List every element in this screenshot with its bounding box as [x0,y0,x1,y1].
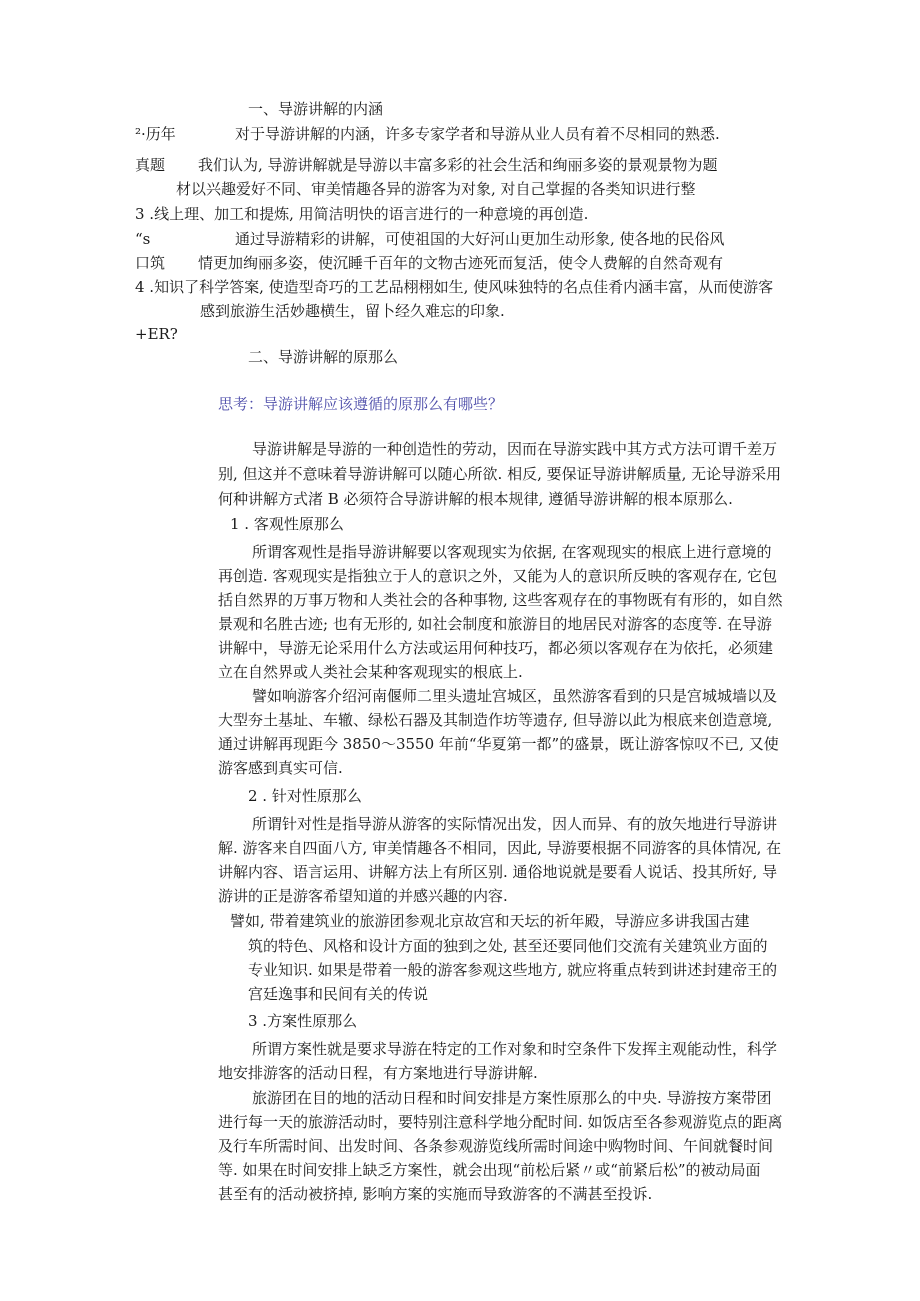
paragraph-line: 所谓针对性是指导游从游客的实际情况出发，因人而异、有的放矢地进行导游讲 [252,815,778,833]
paragraph-line: 进行每一天的旅游活动时，要特别注意科学地分配时间. 如饭店至各参观游览点的距离 [218,1113,783,1131]
section1-line-8: 感到旅游生活妙趣横生，留卜经久难忘的印象. [200,302,505,320]
paragraph-line: 譬如, 带着建筑业的旅游团参观北京故宫和天坛的祈年殿，导游应多讲我国古建 [230,912,750,930]
margin-note-2: 真题 [135,156,166,174]
principle-2-heading: 2 . 针对性原那么 [248,787,362,805]
section1-line-4: 3 .线上理、加工和提炼, 用简洁明快的语言进行的一种意境的再创造. [135,205,589,223]
paragraph-line: 等. 如果在时间安排上缺乏方案性，就会出现“前松后紧〃或“前紧后松”的被动局面 [218,1161,761,1179]
paragraph-line: 及行车所需时间、出发时间、各条参观游览线所需时间途中购物时间、午间就餐时间 [218,1137,774,1155]
intro-line: 别, 但这并不意味着导游讲解可以随心所欲. 相反, 要保证导游讲解质量, 无论导游采用 [218,465,782,483]
margin-note-1: ²·历年 [135,125,176,143]
principle-3-heading: 3 .方案性原那么 [248,1012,358,1030]
paragraph-line: 地安排游客的活动日程，有方案地进行导游讲解. [218,1064,538,1082]
paragraph-line: 游客感到真实可信. [218,759,343,777]
section1-line-1: 对于导游讲解的内涵，许多专家学者和导游从业人员有着不尽相同的熟悉. [235,125,720,143]
paragraph-line: 宫廷逸事和民间有关的传说 [248,985,429,1003]
paragraph-line: 专业知识. 如果是带着一般的游客参观这些地方, 就应将重点转到讲述封建帝王的 [248,961,778,979]
principle-1-heading: 1 . 客观性原那么 [230,515,344,533]
paragraph-line: 解. 游客来自四面八方, 审美情趣各不相同，因此, 导游要根据不同游客的具体情况, 在 [218,839,782,857]
paragraph-line: 讲解内容、语言运用、讲解方法上有所区别. 通俗地说就是要看人说话、投其所好, 导 [218,863,778,881]
section2-heading: 二、导游讲解的原那么 [248,348,399,366]
margin-note-4: 口筑 [135,254,166,272]
paragraph-line: 所谓方案性就是要求导游在特定的工作对象和时空条件下发挥主观能动性，科学 [252,1040,778,1058]
paragraph-line: 景观和名胜古迹; 也有无形的, 如社会制度和旅游目的地居民对游客的态度等. 在导游 [218,615,772,633]
paragraph-line: 譬如响游客介绍河南偃师二里头遗址宫城区，虽然游客看到的只是宫城城墙以及 [252,687,778,705]
think-question: 思考：导游讲解应该遵循的原那么有哪些？ [218,395,504,413]
paragraph-line: 筑的特色、风格和设计方面的独到之处, 甚至还要同他们交流有关建筑业方面的 [248,937,768,955]
section1-line-2: 我们认为, 导游讲解就是导游以丰富多彩的社会生活和绚丽多姿的景观景物为题 [198,156,718,174]
margin-note-3: “s [135,230,151,248]
paragraph-line: 再创造. 客观现实是指独立于人的意识之外，又能为人的意识所反映的客观存在, 它包 [218,567,778,585]
section1-line-7: 4 .知识了科学答案, 使造型奇巧的工艺品栩栩如生, 使风味独特的名点佳肴内涵丰富，从而使游客 [135,278,774,296]
paragraph-line: 所谓客观性是指导游讲解要以客观现实为依据, 在客观现实的根底上进行意境的 [252,543,772,561]
paragraph-line: 旅游团在目的地的活动日程和时间安排是方案性原那么的中央. 导游按方案带团 [252,1089,772,1107]
section1-heading: 一、导游讲解的内涵 [248,100,384,118]
paragraph-line: 通过讲解再现距今 3850～3550 年前“华夏第一都”的盛景，既让游客惊叹不已, 又使 [218,735,779,753]
paragraph-line: 大型夯土基址、车辙、绿松石器及其制造作坊等遗存, 但导游以此为根底来创造意境, [218,711,773,729]
paragraph-line: 讲解中，导游无论采用什么方法或运用何种技巧，都必须以客观存在为依托，必须建 [218,639,774,657]
section1-line-5: 通过导游精彩的讲解，可使祖国的大好河山更加生动形象, 使各地的民俗风 [235,230,725,248]
paragraph-line: 甚至有的活动被挤掉, 影响方案的实施而导致游客的不满甚至投诉. [218,1185,653,1203]
intro-line: 导游讲解是导游的一种创造性的劳动，因而在导游实践中其方式方法可谓千差万 [252,440,778,458]
paragraph-line: 游讲的正是游客希望知道的并感兴趣的内容. [218,887,508,905]
intro-line: 何种讲解方式渚 B 必须符合导游讲解的根本规律, 遵循导游讲解的根本原那么. [218,490,733,508]
section1-line-6: 情更加绚丽多姿，使沉睡千百年的文物古迹死而复活，使令人费解的自然奇观有 [198,254,724,272]
section1-line-3: 材以兴趣爱好不同、审美情趣各异的游客为对象, 对自己掌握的各类知识进行整 [176,180,696,198]
paragraph-line: 立在自然界或人类社会某种客观现实的根底上. [218,663,523,681]
paragraph-line: 括自然界的万事万物和人类社会的各种事物, 这些客观存在的事物既有有形的，如自然 [218,591,783,609]
margin-note-5: +ER? [135,325,178,343]
